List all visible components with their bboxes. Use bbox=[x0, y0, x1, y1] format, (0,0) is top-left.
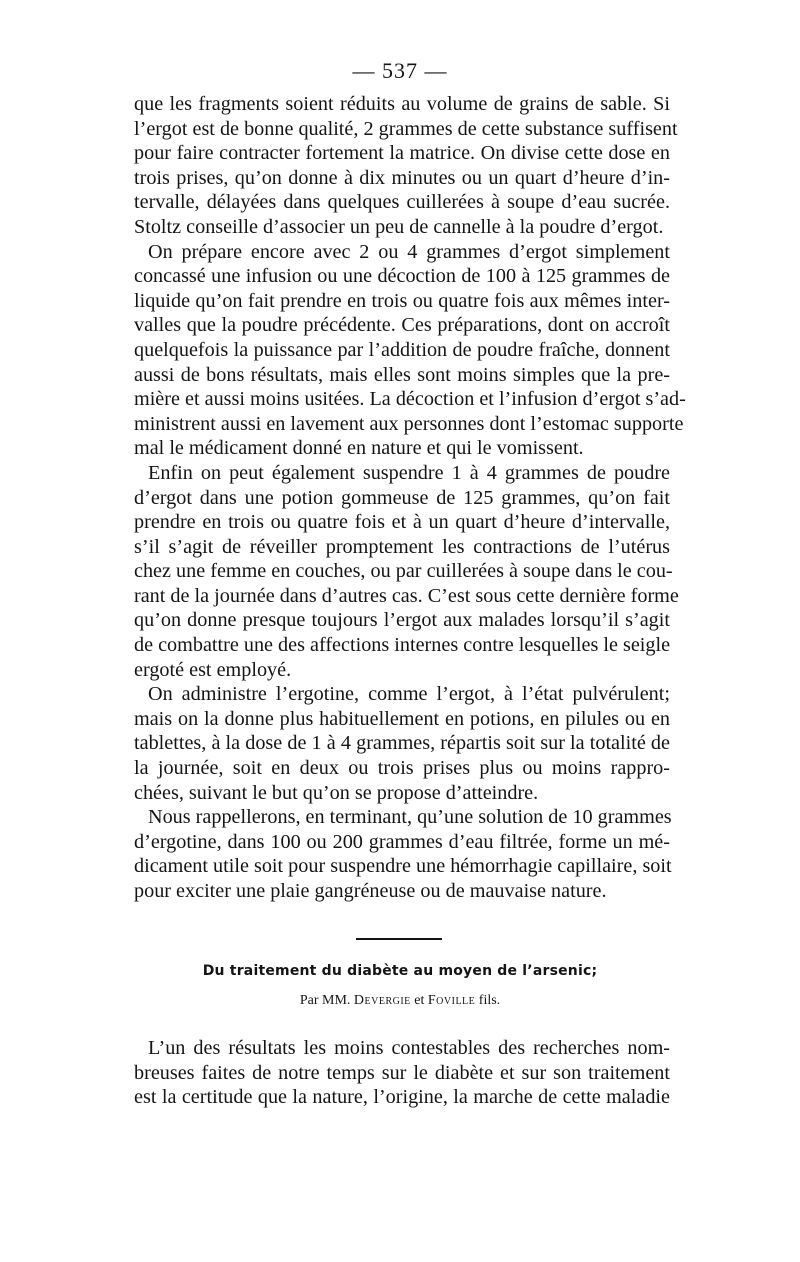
text-line: Stoltz conseille d’associer un peu de cannelle à la poudre d’ergot. bbox=[134, 215, 664, 238]
text-line: est la certitude que la nature, l’origine, la marche de cette maladie bbox=[134, 1086, 670, 1109]
text-line: liquide qu’on fait prendre en trois ou quatre fois aux mêmes inter- bbox=[134, 289, 670, 312]
text-line: tervalle, délayées dans quelques cuillerées à soupe d’eau sucrée. bbox=[134, 191, 670, 214]
byline-author-devergie: Devergie bbox=[353, 993, 411, 1008]
text-line: rant de la journée dans d’autres cas. C’est sous cette dernière forme bbox=[134, 584, 679, 607]
byline-author-foville: Foville bbox=[427, 993, 476, 1008]
text-line: concassé une infusion ou une décoction de 100 à 125 grammes de bbox=[134, 265, 670, 288]
main-text bbox=[134, 92, 686, 904]
text-line: pour exciter une plaie gangréneuse ou de mauvaise nature. bbox=[134, 880, 607, 902]
text-line: On administre l’ergotine, comme l’ergot, à l’état pulvérulent; bbox=[148, 683, 670, 706]
text-line: d’ergot dans une potion gommeuse de 125 grammes, qu’on fait bbox=[134, 486, 670, 509]
text-line: trois prises, qu’on donne à dix minutes ou un quart d’heure d’in- bbox=[134, 166, 670, 189]
byline-prefix: Par MM. bbox=[299, 993, 351, 1008]
text-line: tablettes, à la dose de 1 à 4 grammes, répartis soit sur la totalité de bbox=[134, 732, 670, 755]
text-line: breuses faites de notre temps sur le diabète et sur son traitement bbox=[134, 1061, 670, 1084]
section-divider bbox=[356, 938, 442, 940]
text-line: que les fragments soient réduits au volume de grains de sable. Si bbox=[134, 93, 670, 115]
text-line: de combattre une des affections internes contre lesquelles le seigle bbox=[134, 634, 671, 657]
text-line: mière et aussi moins usitées. La décoction et l’infusion d’ergot s’ad- bbox=[134, 388, 686, 411]
byline-suffix: fils. bbox=[478, 993, 501, 1008]
text-line: d’ergotine, dans 100 ou 200 grammes d’eau filtrée, forme un mé- bbox=[134, 830, 670, 853]
text-line: On prépare encore avec 2 ou 4 grammes d’ergot simplement bbox=[148, 240, 670, 263]
text-line: Enfin on peut également suspendre 1 à 4 grammes de poudre bbox=[148, 461, 670, 484]
text-line: l’ergot est de bonne qualité, 2 grammes de cette substance suffisent bbox=[134, 117, 678, 140]
text-line: ergoté est employé. bbox=[134, 658, 292, 681]
text-line: qu’on donne presque toujours l’ergot aux malades lorsqu’il s’agit bbox=[134, 609, 670, 632]
text-line: valles que la poudre précédente. Ces préparations, dont on accroît bbox=[134, 314, 670, 337]
text-line: dicament utile soit pour suspendre une hémorrhagie capillaire, soit bbox=[134, 855, 672, 878]
byline bbox=[0, 993, 800, 1009]
text-line: s’il s’agit de réveiller promptement les contractions de l’utérus bbox=[134, 535, 670, 558]
text-line: aussi de bons résultats, mais elles sont moins simples que la pre- bbox=[134, 363, 670, 386]
text-line: mal le médicament donné en nature et qui le vomissent. bbox=[134, 437, 584, 460]
text-line: Nous rappellerons, en terminant, qu’une solution de 10 grammes bbox=[148, 806, 672, 829]
byline-conjunction: et bbox=[414, 993, 425, 1008]
text-line: chées, suivant le but qu’on se propose d’atteindre. bbox=[134, 781, 539, 804]
article-text bbox=[134, 1036, 670, 1110]
text-line: la journée, soit en deux ou trois prises plus ou moins rappro- bbox=[134, 757, 670, 780]
text-line: chez une femme en couches, ou par cuillerées à soupe dans le cou- bbox=[134, 560, 673, 583]
page-number: — 537 — bbox=[352, 58, 448, 83]
text-line: L’un des résultats les moins contestables des recherches nom- bbox=[148, 1037, 670, 1059]
text-line: pour faire contracter fortement la matrice. On divise cette dose en bbox=[134, 142, 670, 165]
text-line: quelquefois la puissance par l’addition de poudre fraîche, donnent bbox=[134, 338, 670, 361]
text-line: prendre en trois ou quatre fois et à un quart d’heure d’intervalle, bbox=[134, 511, 670, 534]
section-title: Du traitement du diabète au moyen de l’arsenic; bbox=[202, 963, 598, 979]
text-line: ministrent aussi en lavement aux personnes dont l’estomac supporte bbox=[134, 412, 684, 435]
text-line: mais on la donne plus habituellement en potions, en pilules ou en bbox=[134, 707, 670, 730]
